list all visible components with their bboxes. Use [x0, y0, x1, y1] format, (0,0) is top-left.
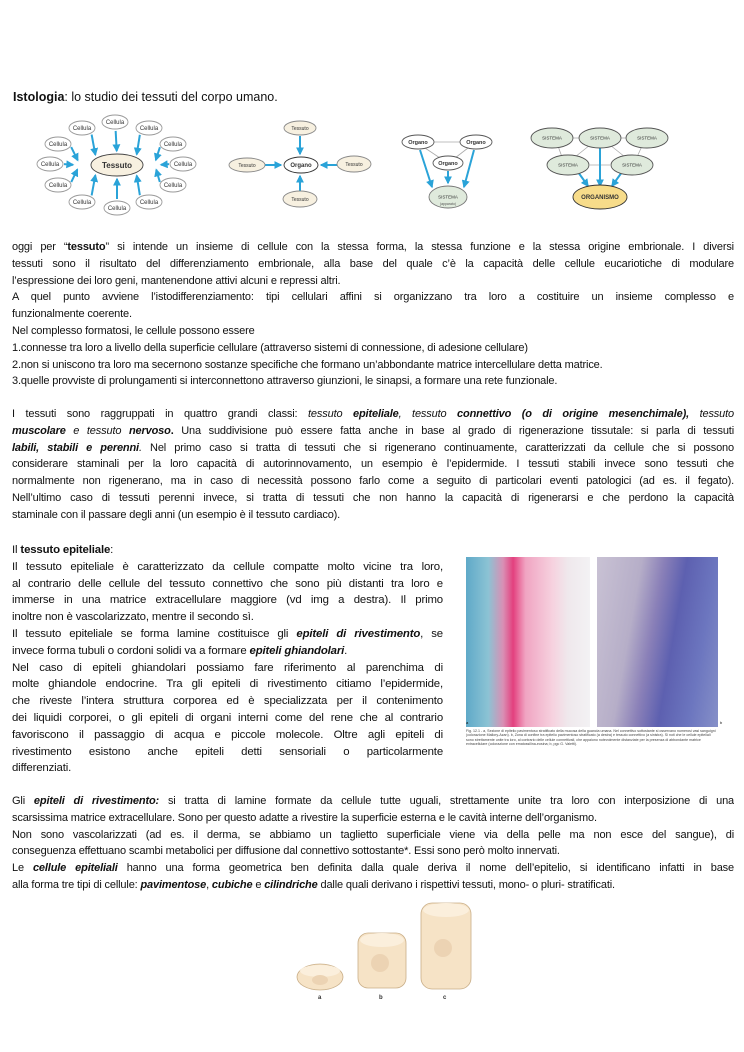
- text-line: [12, 507, 734, 524]
- arrow-icon: [156, 147, 160, 160]
- text-line: [12, 626, 443, 643]
- connector-line: [455, 148, 468, 158]
- text-segment: 2.non si uniscono tra loro ma secernono sostanze specifiche che formano un’abbondante matrice intercellulare detta matrice.: [12, 358, 603, 371]
- arrow-icon: [137, 176, 140, 196]
- text-line: [12, 660, 443, 677]
- arrow-icon: [92, 175, 96, 195]
- cellula-label: Cellula: [105, 120, 125, 127]
- text-segment: molte ghiandole endocrine. Tra gli epiteli di rivestimento citiamo l’epidermide,: [12, 678, 443, 691]
- sistema-label: SISTEMA: [558, 162, 578, 168]
- text-segment: dalle quali derivano i rispettivi tessuti, mono- o pluri- stratificati.: [317, 878, 615, 891]
- text-line: [12, 239, 734, 256]
- text-line: [12, 373, 734, 390]
- arrow-icon: [578, 172, 588, 186]
- text-line: [12, 473, 734, 490]
- text-segment: 3.quelle provviste di prolungamenti si interconnettono attraverso giunzioni, le sinapsi, a formare una rete funzionale.: [12, 375, 558, 388]
- emphasis-text: cellule epiteliali: [32, 862, 118, 875]
- emphasis-text: epiteli di rivestimento:: [33, 795, 160, 807]
- histology-photo-b: [597, 557, 718, 727]
- arrow-icon: [156, 170, 160, 182]
- cellula-label: Cellula: [139, 126, 159, 133]
- text-line: [12, 306, 734, 323]
- text-segment: favoriscono il passaggio di acqua e piccole molecole. Oltre agli epiteli di: [12, 728, 443, 741]
- text-segment: Nel complesso formatosi, le cellule possono essere: [12, 324, 255, 337]
- cell-label-b: b: [379, 995, 383, 1001]
- emphasis-text: muscolare: [12, 424, 66, 437]
- lining-epithelia-paragraph: [12, 793, 734, 894]
- arrow-icon: [92, 135, 96, 155]
- text-segment: si tratta di lamine formate da cellule tutte uguali, strettamente unite tra loro con interposizione di una: [159, 795, 734, 807]
- text-segment: normalmente non rigenerano, ma in caso di necessità possono farlo come a seguito di particolari eventi patologici (ad es. il fegato).: [12, 475, 734, 488]
- text-segment: ” si intende un insieme di cellule con la stessa forma, la stessa funzione e la stessa origine embrionale. I diversi: [105, 241, 734, 253]
- arrow-icon: [420, 150, 432, 187]
- arrow-icon: [116, 131, 117, 151]
- text-line: [12, 256, 734, 273]
- cilindrica-cell: [421, 903, 471, 989]
- text-line: [12, 340, 734, 357]
- text-line: [12, 289, 734, 306]
- text-line: [12, 676, 443, 693]
- arrow-icon: [71, 169, 77, 182]
- text-line: [12, 877, 734, 894]
- text-segment: considerare staminali per la loro capacità di autorinnovamento, un esempio è l’epidermide. I tessuti stabili invece sono tessuti che: [12, 458, 734, 471]
- text-segment: inoltre non è vascolarizzato, mentre il secondo sì.: [12, 611, 254, 624]
- tessuto-label: Tessuto: [345, 161, 363, 168]
- text-segment: Il tessuto epiteliale se forma lamine costituisce gli: [12, 627, 297, 640]
- histology-photo-a: [466, 557, 590, 727]
- text-line: [12, 423, 734, 440]
- hierarchy-diagrams: [0, 0, 744, 230]
- emphasis-text: cubiche: [211, 878, 253, 891]
- emphasis-text: tessuto: [308, 408, 354, 420]
- connector-line: [610, 145, 625, 157]
- emphasis-text: pavimentose: [140, 878, 207, 891]
- emphasis-text: tessuto: [67, 241, 106, 253]
- text-line: [12, 609, 443, 626]
- text-line: [12, 576, 443, 593]
- organo-center-label: Organo: [290, 163, 312, 170]
- text-line: [12, 440, 734, 457]
- text-segment: differenziati.: [12, 762, 72, 775]
- emphasis-text: epiteliale: [353, 408, 399, 420]
- text-segment: alla forma tre tipi di cellule:: [12, 878, 141, 891]
- text-segment: 1.connesse tra loro a livello della superficie cellulare (attraverso sistemi di connessione, di adesione cellulare): [12, 341, 528, 354]
- text-segment: funzionalmente coerente.: [12, 308, 132, 321]
- cellula-label: Cellula: [139, 200, 159, 207]
- apparato-label: (apparato): [439, 202, 457, 206]
- text-segment: staminale con il passare degli anni (un esempio è il tessuto cardiaco).: [12, 508, 341, 521]
- tessuto-label: Tessuto: [238, 162, 256, 169]
- cellula-label: Cellula: [163, 183, 183, 190]
- arrow-icon: [137, 135, 140, 155]
- emphasis-text: connettivo (o di origine mesenchimale),: [457, 408, 690, 420]
- text-line: [12, 357, 734, 374]
- cellula-label: Cellula: [48, 142, 68, 149]
- text-segment: Le: [12, 862, 33, 875]
- emphasis-text: nervoso: [128, 424, 171, 437]
- cellula-label: Cellula: [107, 206, 127, 213]
- emphasis-text: .: [170, 424, 174, 437]
- text-line: [12, 643, 443, 660]
- text-segment: , se: [420, 627, 443, 640]
- text-line: [12, 827, 734, 844]
- text-segment: Nell’ultimo caso di tessuti perenni invece, si tratta di tessuti che non hanno la capacità di rigenerarsi e che perdono la capacità: [12, 491, 734, 504]
- organo-label: Organo: [408, 139, 428, 146]
- arrow-icon: [161, 164, 169, 165]
- emphasis-text: tessuto epiteliale: [20, 544, 111, 556]
- text-line: [12, 843, 734, 860]
- emphasis-text: epiteli di rivestimento: [296, 627, 421, 640]
- arrow-icon: [612, 172, 622, 186]
- text-segment: A quel punto avviene l’istodifferenziamento: tipi cellulari affini si organizzano tra loro a costituire un insieme complesso e: [12, 291, 734, 304]
- tessuto-label: Tessuto: [291, 196, 309, 203]
- text-segment: Non sono vascolarizzati (ad es. il derma, se abbiamo un taglietto superficiale viene via della pelle ma non esce del sangue), di: [12, 828, 734, 841]
- sistema-apparato-label: SISTEMA: [438, 194, 458, 200]
- connector-line: [425, 148, 440, 158]
- emphasis-text: cilindriche: [264, 878, 318, 891]
- text-segment: e: [252, 878, 265, 891]
- text-segment: dei liquidi corporei, o gli epiteli di organi interni come del rene che al contrario: [12, 711, 443, 724]
- text-segment: scarsissima matrice extracellulare. Sono per questo adatte a rivestire la superficie esterna e le cavità interne dell’organismo.: [12, 811, 597, 824]
- text-segment: l’espressione dei loro geni, mantenendone attivi alcuni e repressi altri.: [12, 274, 341, 287]
- sistema-label: SISTEMA: [542, 135, 562, 141]
- text-segment: :: [110, 544, 114, 556]
- organo-label: Organo: [466, 139, 486, 146]
- cubica-cell: [358, 933, 406, 988]
- emphasis-text: tessuto: [689, 408, 734, 420]
- text-line: [12, 406, 734, 423]
- text-segment: Gli: [12, 795, 34, 807]
- sistema-label: SISTEMA: [590, 135, 610, 141]
- text-segment: hanno una forma geometrica ben definita dalla quale deriva il nome dell’epitelio, si identificano infatti in base: [117, 862, 734, 875]
- cellula-label: Cellula: [72, 126, 92, 133]
- text-segment: conseguenza effettuano scambi metabolici per diffusione dal connettivo sottostante*. Essi sono però molto innervati.: [12, 845, 560, 858]
- emphasis-text: .: [138, 441, 142, 454]
- classes-paragraph: [12, 406, 734, 524]
- text-segment: oggi per “: [12, 241, 68, 253]
- tessuto-label: Tessuto: [291, 125, 309, 132]
- epithelial-section: [12, 542, 443, 777]
- text-line: [12, 810, 734, 827]
- text-line: [12, 860, 734, 877]
- cell-label-a: a: [318, 995, 322, 1001]
- arrow-icon: [464, 150, 474, 187]
- cellula-label: Cellula: [173, 162, 193, 169]
- organo-label: Organo: [438, 160, 458, 167]
- text-line: [12, 710, 443, 727]
- text-line: [12, 592, 443, 609]
- text-segment: rivestimento esistono anche epiteli detti sensoriali o particolarmente: [12, 745, 443, 758]
- cellula-label: Cellula: [48, 183, 68, 190]
- cell-label-c: c: [443, 995, 447, 1001]
- text-line: [12, 323, 734, 340]
- figure-caption: Fig. 12.1 - a, Sezione di epitelio pavimentoso stratificato della mucosa della guancia umana. Nel connettivo sottostante si osservano numerosi vasi sanguigni (colorazione Mallory-Azan). b, Zona di confine tra epitelio pavimentoso stratificato (a destra) e tessuto connettivo (a sinistra). Si noti che le cellule epiteliali sono strettamente unite tra loro, al contrario delle cellule connettivali, che appaiono notevolmente distanziate per la presenza di abbondante matrice extracellulare (colorazione con ematossilina-eosina; b, pgc G. Valetti).: [466, 729, 716, 747]
- tessuto-center-label: Tessuto: [101, 160, 133, 170]
- emphasis-text: e tessuto: [65, 424, 129, 437]
- intro-paragraph: [12, 239, 734, 390]
- title-rest: : lo studio dei tessuti del corpo umano.: [64, 90, 278, 104]
- text-line: [12, 793, 734, 810]
- text-segment: Nel caso di epiteli ghiandolari possiamo fare riferimento al parenchima di: [12, 661, 443, 674]
- cellula-label: Cellula: [72, 200, 92, 207]
- cellula-label: Cellula: [40, 162, 60, 169]
- text-line: [12, 559, 443, 576]
- text-line: [12, 727, 443, 744]
- text-segment: tessuti sono il risultato del differenziamento embrionale, alla base del quale c’è la capacità delle cellule eucariotiche di modulare: [12, 257, 734, 270]
- text-segment: Nel primo caso si tratta di tessuti che si rigenerano continuamente, caratterizzati da cellule che si possono: [141, 441, 734, 454]
- organismo-label: ORGANISMO: [581, 195, 619, 202]
- text-line: [12, 744, 443, 761]
- text-segment: Il: [12, 544, 21, 556]
- photo-label-b: b: [720, 720, 723, 725]
- title-term: Istologia: [13, 90, 65, 104]
- text-line: [12, 542, 443, 559]
- sistema-label: SISTEMA: [622, 162, 642, 168]
- emphasis-text: epiteli ghiandolari: [249, 644, 345, 657]
- arrow-icon: [64, 164, 73, 165]
- pavimentosa-cell: [297, 964, 343, 990]
- photo-label-a: a: [466, 720, 469, 725]
- text-segment: al contrario delle cellule del tessuto connettivo che sono più distanti tra loro e: [12, 577, 443, 590]
- arrow-icon: [71, 147, 78, 160]
- text-segment: immerse in una matrice extracellulare maggiore (vd img a destra). Il primo: [12, 594, 443, 607]
- emphasis-text: labili, stabili e perenni: [12, 441, 139, 454]
- text-segment: I tessuti sono raggruppati in quattro grandi classi:: [12, 408, 309, 420]
- text-segment: che riveste l’intera struttura corporea ed è specializzata per il contenimento: [12, 695, 443, 708]
- cellula-label: Cellula: [163, 142, 183, 149]
- text-line: [12, 693, 443, 710]
- connector-line: [575, 145, 590, 157]
- text-line: [12, 760, 443, 777]
- text-line: [12, 273, 734, 290]
- text-segment: Il tessuto epiteliale è caratterizzato da cellule compatte molto vicine tra loro,: [12, 560, 443, 573]
- text-segment: ,: [206, 878, 212, 891]
- text-segment: Una suddivisione può essere fatta anche in base al grado di rigenerazione tissutale: si parla di tessuti: [173, 424, 734, 437]
- sistema-label: SISTEMA: [637, 135, 657, 141]
- text-line: [12, 456, 734, 473]
- emphasis-text: , tessuto: [398, 408, 458, 420]
- text-segment: invece forma tubuli o cordoni solidi va a formare: [12, 644, 250, 657]
- text-segment: .: [344, 644, 348, 657]
- text-line: [12, 490, 734, 507]
